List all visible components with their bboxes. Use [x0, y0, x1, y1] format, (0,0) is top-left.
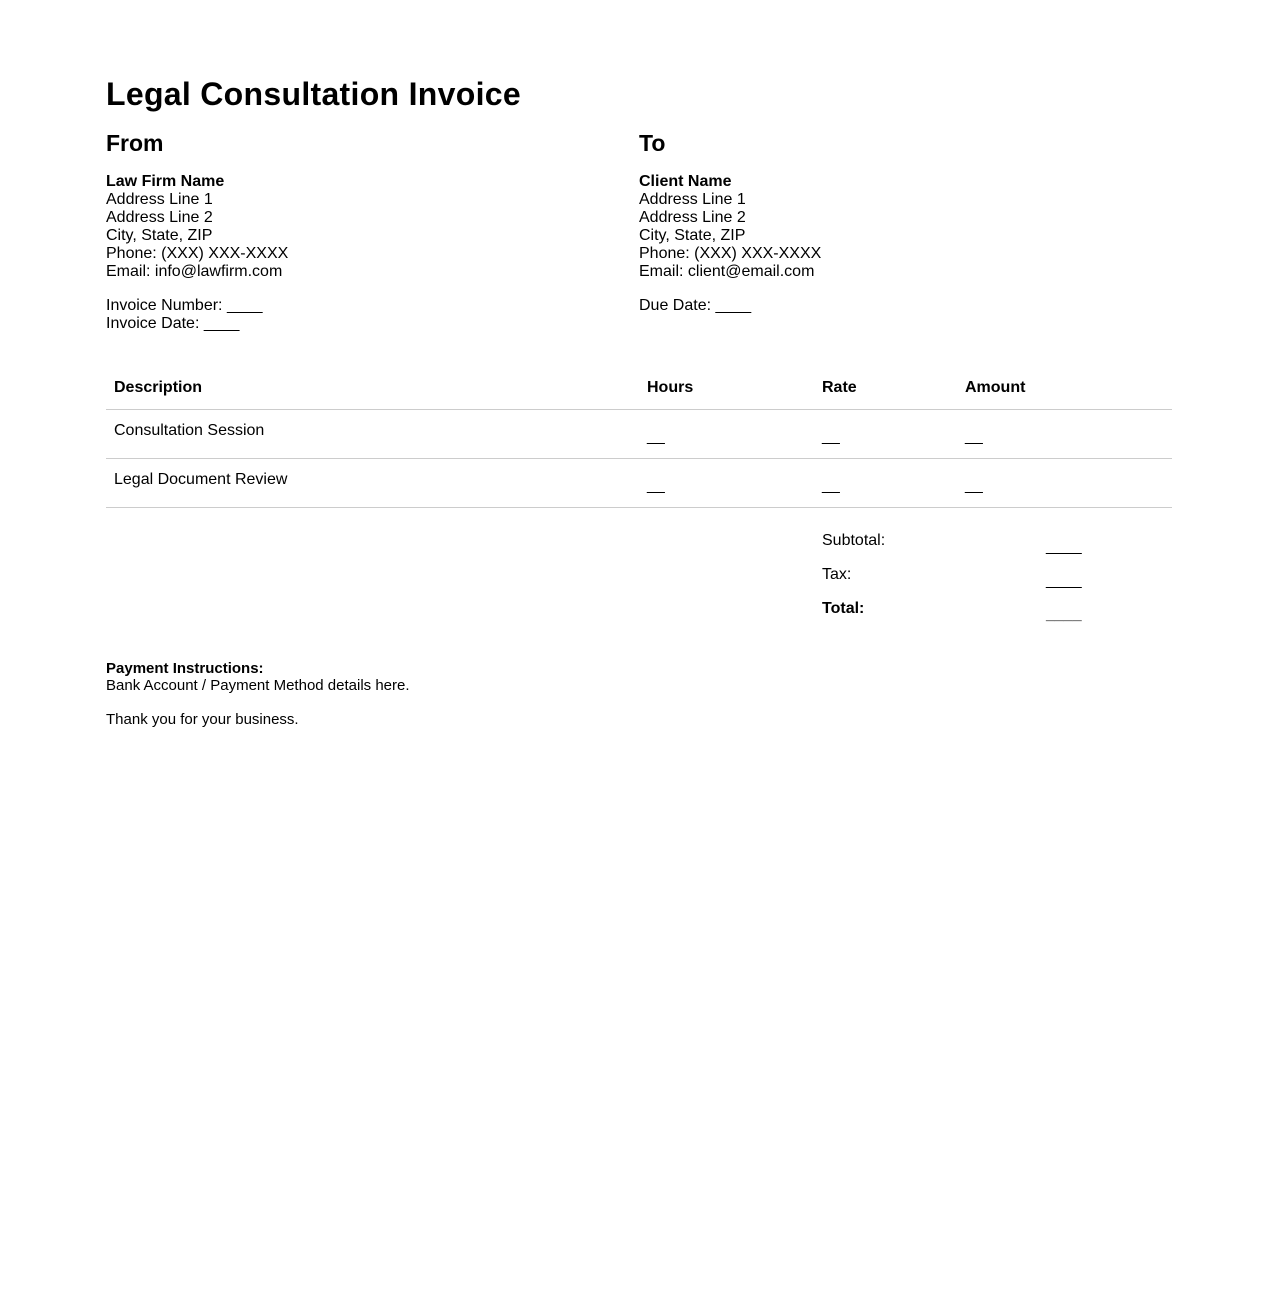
header-rate: Rate	[814, 367, 957, 410]
firm-city: City, State, ZIP	[106, 227, 213, 244]
line-items-table	[106, 367, 1172, 508]
client-city: City, State, ZIP	[639, 227, 746, 244]
row-description: Consultation Session	[106, 410, 639, 459]
firm-name: Law Firm Name	[106, 173, 225, 190]
row-hours: __	[639, 459, 814, 508]
payment-details: Bank Account / Payment Method details here.	[106, 677, 410, 694]
table-row	[106, 459, 1172, 508]
tax-label: Tax:	[822, 566, 852, 583]
table-header	[106, 367, 1172, 410]
invoice-number	[106, 297, 639, 315]
due-date	[639, 297, 1172, 315]
invoice-date-label: Invoice Date:	[106, 315, 200, 332]
firm-address-2: Address Line 2	[106, 209, 213, 226]
invoice-number-label: Invoice Number:	[106, 297, 223, 314]
firm-address-1: Address Line 1	[106, 191, 213, 208]
page-title: Legal Consultation Invoice	[106, 76, 521, 112]
header-hours: Hours	[639, 367, 814, 410]
invoice-date-value: ____	[203, 315, 240, 332]
row-rate: __	[814, 459, 957, 508]
header-description: Description	[106, 367, 639, 410]
header-amount: Amount	[957, 367, 1172, 410]
invoice-date	[106, 315, 639, 333]
total-value: ____	[1046, 606, 1082, 623]
thank-you-note: Thank you for your business.	[106, 711, 299, 728]
client-address-2: Address Line 2	[639, 209, 746, 226]
row-hours: __	[639, 410, 814, 459]
from-section	[106, 128, 639, 333]
row-amount: __	[957, 410, 1172, 459]
client-phone: Phone: (XXX) XXX-XXXX	[639, 245, 822, 262]
invoice-number-value: ____	[226, 297, 263, 314]
totals-section	[822, 532, 1172, 634]
to-heading: To	[639, 130, 666, 156]
row-rate: __	[814, 410, 957, 459]
payment-instructions	[106, 660, 1172, 694]
total-label: Total:	[822, 600, 865, 617]
row-description: Legal Document Review	[106, 459, 639, 508]
client-name: Client Name	[639, 173, 732, 190]
subtotal-label: Subtotal:	[822, 532, 886, 549]
from-heading: From	[106, 130, 164, 156]
tax-value: ____	[1046, 572, 1082, 589]
subtotal-value: ____	[1046, 538, 1082, 555]
firm-phone: Phone: (XXX) XXX-XXXX	[106, 245, 289, 262]
due-date-value: ____	[715, 297, 752, 314]
client-email: Email: client@email.com	[639, 263, 815, 280]
payment-heading: Payment Instructions:	[106, 660, 264, 677]
row-amount: __	[957, 459, 1172, 508]
client-address-1: Address Line 1	[639, 191, 746, 208]
firm-email: Email: info@lawfirm.com	[106, 263, 283, 280]
table-row	[106, 410, 1172, 459]
due-date-label: Due Date:	[639, 297, 712, 314]
to-section	[639, 128, 1172, 333]
